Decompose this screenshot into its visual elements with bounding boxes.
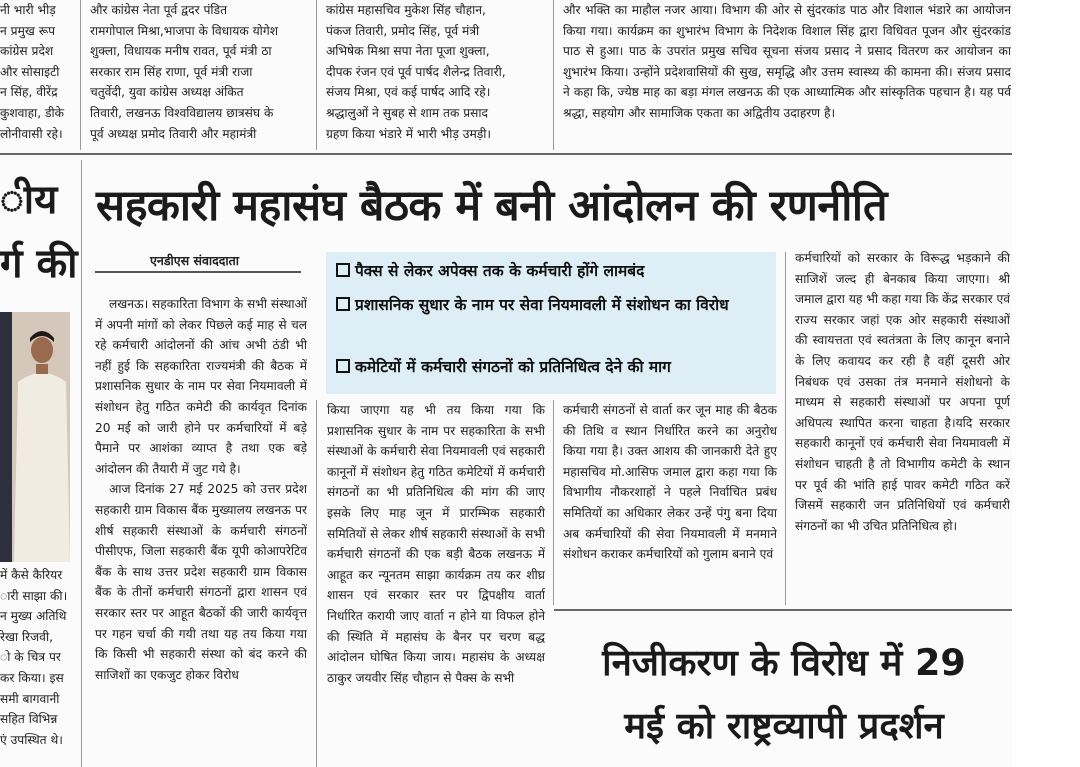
person-photo <box>0 312 70 562</box>
column-divider <box>553 0 554 150</box>
section-rule <box>554 609 1012 611</box>
article-paragraph: लखनऊ। सहकारिता विभाग के सभी संस्थाओं में अपनी मांगों को लेकर पिछले कई माह से चल रहे कर्मचारी आंदोलनों की आंच अभी ठंडी भी नहीं हुई कि सहकारिता राज्यमंत्री की बैठक में प्रशासनिक सुधार के नाम पर सेवा नियमावली में संशोधन हेतु गठित कमेटी की कार्यवृत दिनांक 20 मई को जारी होने पर कर्मचारियों में बड़े पैमाने पर आशंका व्याप्त है तथा एक बड़े आंदोलन की तैयारी में जुट गये है। <box>95 297 307 476</box>
highlight-item: कमेटियों में कर्मचारी संगठनों को प्रतिनिधित्व देने की माग <box>336 354 768 381</box>
column-divider <box>316 400 317 767</box>
byline-rule <box>95 271 301 273</box>
article-paragraph: आज दिनांक 27 मई 2025 को उत्तर प्रदेश सहकारी ग्राम विकास बैंक मुख्यालय लखनऊ पर शीर्ष सहकारी संस्थाओं के कर्मचारी संगठनों पीसीएफ, जिला सहकारी बैंक यूपी कोआपरेटिव बैंक के साथ उत्तर प्रदेश सहकारी ग्राम विकास बैंक के तीनों कर्मचारी संगठनों द्वारा शासन एवं सरकार स्तर पर आहूत बैठकों की जारी कार्यवृत्त पर गहन चर्चा की गयी तथा यह तय किया गया कि किसी भी सहकारी संस्था को बंद करने की साजिशों का एकजुट होकर विरोध <box>95 482 307 682</box>
checkbox-icon <box>336 359 350 373</box>
checkbox-icon <box>336 263 350 277</box>
column-divider <box>553 400 554 605</box>
left-article-headline: ीय <box>0 177 58 223</box>
page-margin <box>1012 0 1080 767</box>
second-article-headline: मई को राष्ट्रव्यापी प्रदर्शन <box>624 704 944 747</box>
left-article-headline: र्ग की <box>0 241 78 287</box>
column-divider <box>81 160 82 767</box>
article-column-4: कर्मचारियों को सरकार के विरूद्ध भड़काने की साजिशें जल्द ही बेनकाब किया जाएगा। श्री जमाल द्वारा यह भी कहा गया कि केंद्र सरकार एवं राज्य सरकार जहां एक ओर सहकारी संस्थाओं की स्वायत्तता एवं स्वतंत्रता के लिए कानून बनाने के लिए कवायद कर रही है वहीं दूसरी ओर निबंधक एवं उसका तंत्र मनमाने संशोधनो के माध्यम से सहकारी संस्थाओं पर अपना पूर्ण अधिपत्य स्थापित करना चाहता है।यदि सरकार सहकारी कानूनों एवं कर्मचारी सेवा नियमावली में संशोधन चाहती है तो विभागीय कमेटी के स्थान पर पूर्व की भांति हाई पावर कमेटी गठित करें जिसमें सहकारी जन प्रतिनिधियों एवं कर्मचारी संगठनों का भी उचित प्रतिनिधित्व हो। <box>795 251 1010 533</box>
checkbox-icon <box>336 297 350 311</box>
column-divider <box>316 0 317 150</box>
article-column-1 <box>95 294 307 764</box>
article-headline: सहकारी महासंघ बैठक में बनी आंदोलन की रणनीति <box>96 181 887 231</box>
highlight-item: पैक्स से लेकर अपेक्स तक के कर्मचारी होंगे लामबंद <box>336 258 768 285</box>
article-column-3: कर्मचारी संगठनों से वार्ता कर जून माह की बैठक की तिथि व स्थान निर्धारित करने का अनुरोध किया गया है। उक्त आशय की जानकारी देते हुए महासचिव मो.आसिफ जमाल द्वारा कहा गया कि विभागीय नौकरशाहों ने पहले निर्वाचित प्रबंध समितियों का अधिकार लेकर उन्हें पंगु बना दिया अब कर्मचारियों की सेवा नियमावली में मनमाने संशोधन कराकर कर्मचारियों को गुलाम बनाने एवं <box>563 403 777 562</box>
highlight-item: प्रशासनिक सुधार के नाम पर सेवा नियमावली में संशोधन का विरोध <box>336 292 768 319</box>
column-divider <box>785 252 786 605</box>
top-column-2: और कांग्रेस नेता पूर्व द्वदर पंडित रामगोपाल मिश्रा,भाजपा के विधायक योगेश शुक्ला, विधायक मनीष रावत, पूर्व मंत्री ठा सरकार राम सिंह राणा, पूर्व मंत्री राजा चतुर्वेदी, युवा कांग्रेस अध्यक्ष अंकित तिवारी, लखनऊ विश्वविद्यालय छात्रसंघ के पूर्व अध्यक्ष प्रमोद तिवारी और महामंत्री <box>90 3 278 141</box>
top-column-3: कांग्रेस महासचिव मुकेश सिंह चौहान, पंकज तिवारी, प्रमोद सिंह, पूर्व मंत्री अभिषेक मिश्रा सपा नेता पूजा शुक्ला, दीपक रंजन एवं पूर्व पार्षद शैलेन्द्र तिवारी, संजय मिश्रा, एवं कई पार्षद आदि रहे। श्रद्धालुओं ने सुबह से शाम तक प्रसाद ग्रहण किया भंडारे में भारी भीड़ उमड़ी। <box>326 3 506 141</box>
byline: एनडीएस संवाददाता <box>150 253 240 268</box>
section-rule <box>0 153 1012 155</box>
left-article-text: में कैसे कैरियर ारी साझा की। न मुख्य अतिथि रेखा रिजवी, ो के चित्र पर कर किया। इस समी बागवानी सहित विभिन्न एं उपस्थित थे। <box>0 568 68 747</box>
highlight-box <box>326 252 776 394</box>
top-column-1: नी भारी भीड़ न प्रमुख रूप कांग्रेस प्रदेश और सोसाइटी न सिंह, वीरेंद्र कुशवाहा, डीके लोनीवासी रहे। <box>0 3 64 141</box>
second-article-headline: निजीकरण के विरोध में 29 <box>602 641 966 684</box>
column-divider <box>80 0 81 150</box>
article-column-2: किया जाएगा यह भी तय किया गया कि प्रशासनिक सुधार के नाम पर सहकारिता के सभी संस्थाओं के कर्मचारी सेवा नियमावली एवं सहकारी कानूनों में संशोधन हेतु गठित कमेटियों में कर्मचारी संगठनों का भी प्रतिनिधित्व की मांग की जाए इसके लिए माह जून में प्रारम्भिक सहकारी समितियों से लेकर शीर्ष सहकारी संस्थाओं के सभी कर्मचारी संगठनों की एक बड़ी बैठक लखनऊ में आहूत कर न्यूनतम साझा कार्यक्रम तय कर शीघ्र शासन एवं सरकार स्तर पर द्विपक्षीय वार्ता निर्धारित करायी जाए वार्ता न होने या विफल होने की स्थिति में महासंघ के बैनर पर चरण बद्ध आंदोलन घोषित किया जाय। महासंघ के अध्यक्ष ठाकुर जयवीर सिंह चौहान से पैक्स के सभी <box>327 403 545 685</box>
top-column-4: और भक्ति का माहौल नजर आया। विभाग की ओर से सुंदरकांड पाठ और विशाल भंडारे का आयोजन किया गया। कार्यक्रम का शुभारंभ विभाग के निदेशक विशाल सिंह द्वारा विधिवत पूजन और सुंदरकांड पाठ से हुआ। पाठ के उपरांत प्रमुख सचिव सूचना संजय प्रसाद ने प्रसाद वितरण कर आयोजन का शुभारंभ किया। उन्होंने प्रदेशवासियों की सुख, समृद्धि और उत्तम स्वास्थ्य की कामना की। संजय प्रसाद ने कहा कि, ज्येष्ठ माह का बड़ा मंगल लखनऊ की एक आध्यात्मिक और सांस्कृतिक पहचान है। यह पर्व श्रद्धा, सहयोग और सामाजिक एकता का अद्वितीय उदाहरण है। <box>563 3 1011 120</box>
